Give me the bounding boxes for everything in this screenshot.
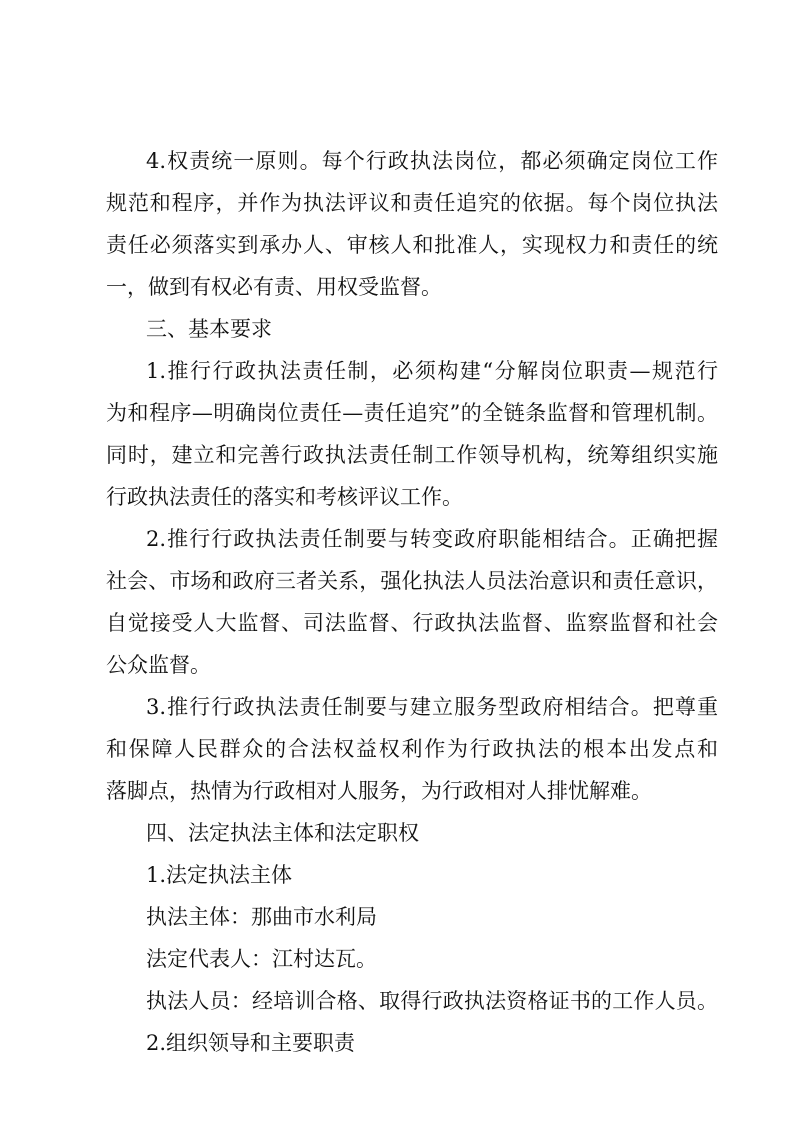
document-page: 4.权责统一原则。每个行政执法岗位，都必须确定岗位工作 规范和程序，并作为执法评议和责任追究的依据。每个岗位执法 责任必须落实到承办人、审核人和批准人，实现权力和责任的统 一，做到有权必有责、用权受监督。 三、基本要求 1.推行行政执法责任制，必须构建“分解岗位职责—规范行 为和程序—明确岗位责任—责任追究”的全链条监督和管理机制。 同时，建立和完善行政执法责任制工作领导机构，统筹组织实施 行政执法责任的落实和考核评议工作。 2.推行行政执法责任制要与转变政府职能相结合。正确把握 社会、市场和政府三者关系，强化执法人员法治意识和责任意识， 自觉接受人大监督、司法监督、行政执法监督、监察监督和社会 公众监督。 3.推行行政执法责任制要与建立服务型政府相结合。把尊重 和保障人民群众的合法权益权利作为行政执法的根本出发点和 落脚点，热情为行政相对人服务，为行政相对人排忧解难。 四、法定执法主体和法定职权 1.法定执法主体 执法主体：那曲市水利局 法定代表人：江村达瓦。 执法人员：经培训合格、取得行政执法资格证书的工作人员。 2.组织领导和主要职责 — [106, 149, 718, 1055]
